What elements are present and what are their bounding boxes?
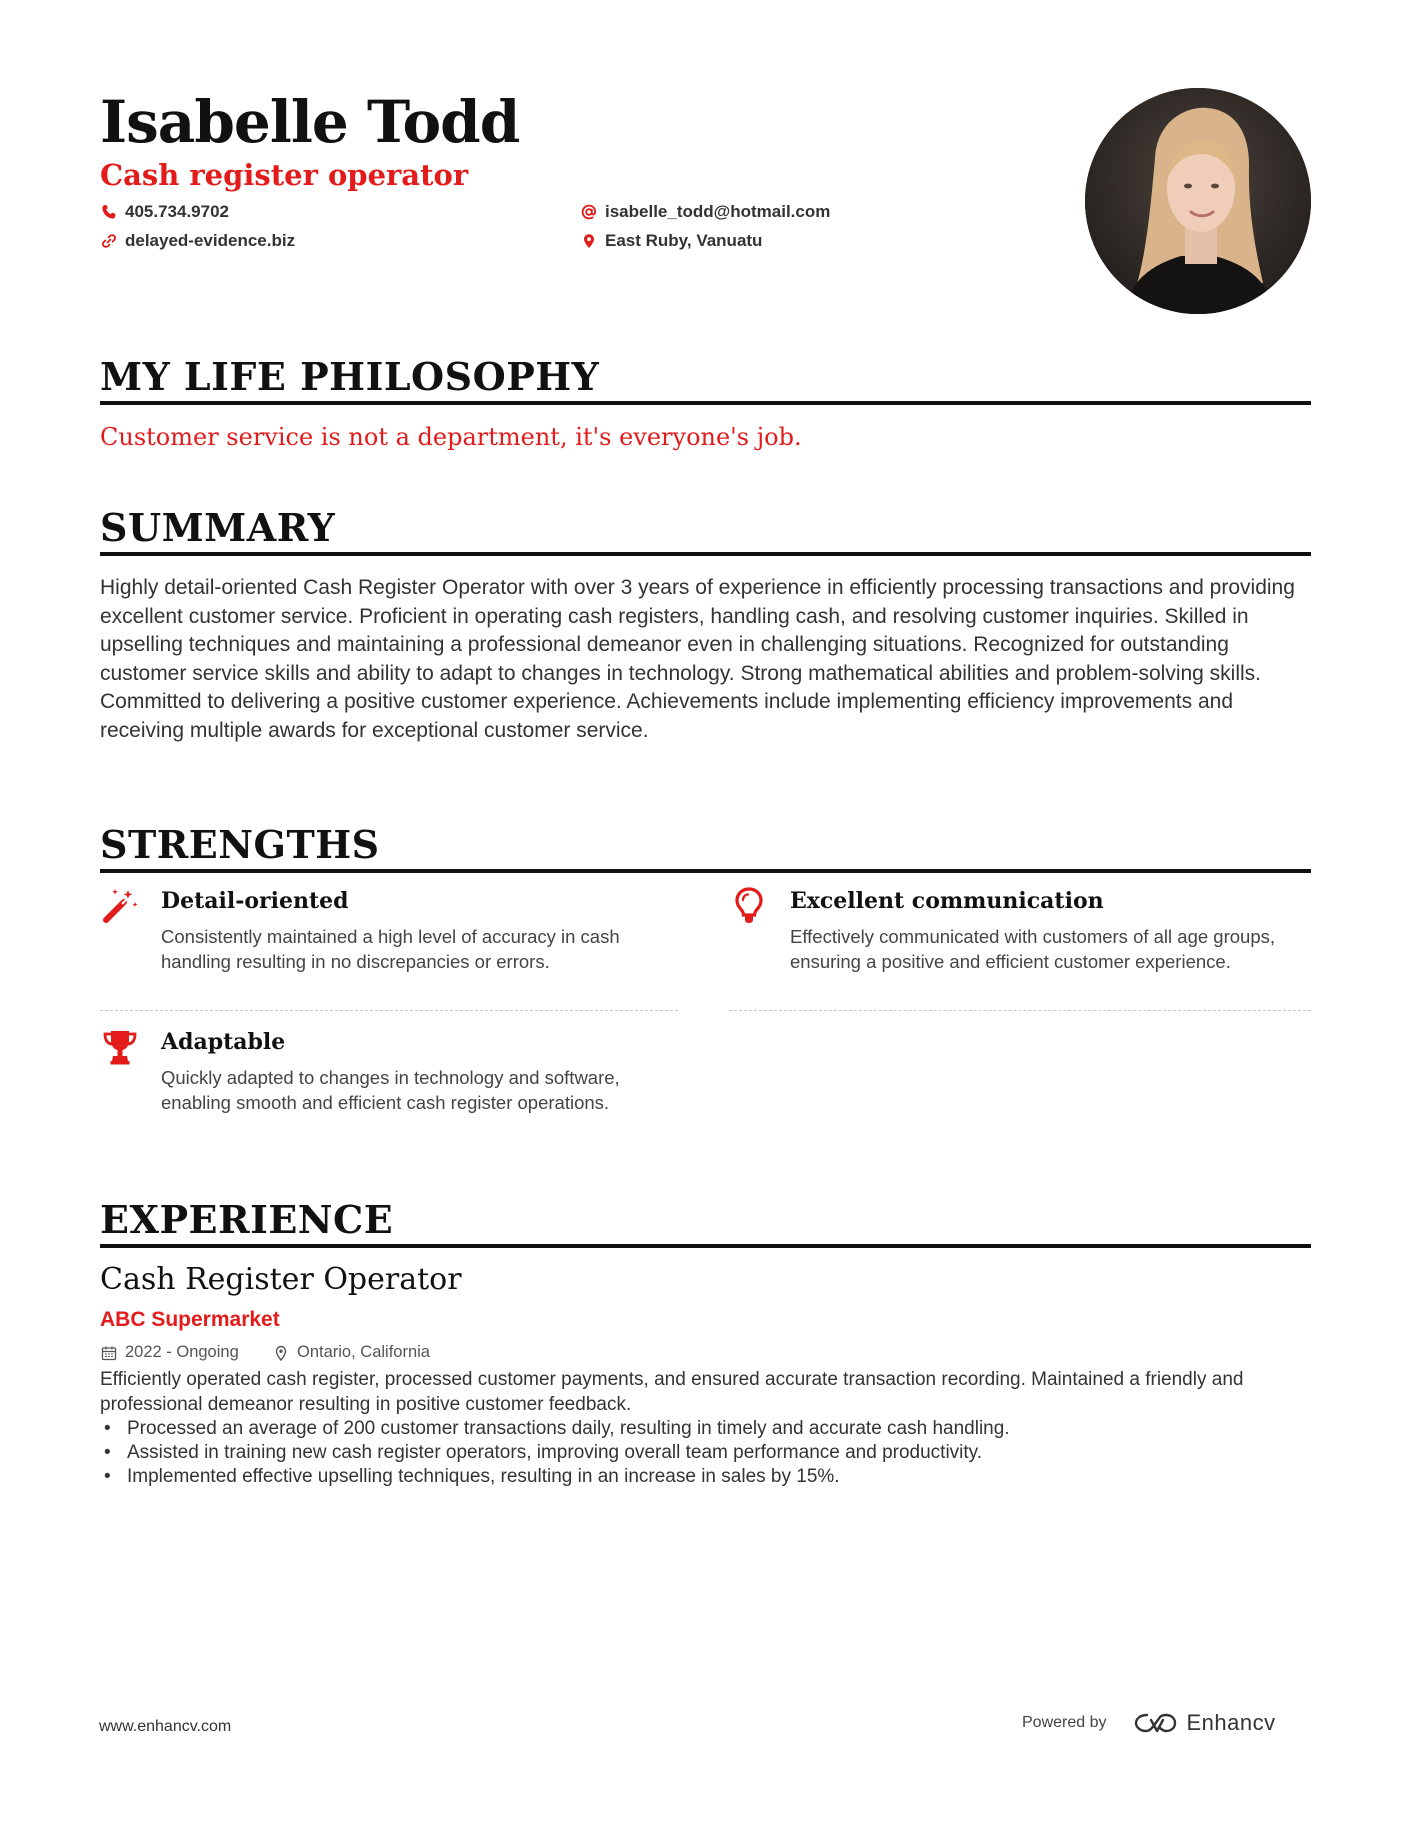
experience-section-title: EXPERIENCE [100,1197,394,1242]
trophy-icon [100,1027,140,1067]
job-company: ABC Supermarket [100,1308,280,1331]
strengths-divider [100,869,1311,873]
job-location-text: Ontario, California [297,1343,430,1361]
footer-website-link[interactable]: www.enhancv.com [99,1718,232,1735]
strengths-section-title: STRENGTHS [100,822,380,867]
job-title: Cash Register Operator [100,1262,462,1297]
strength-description: Effectively communicated with customers of all age groups, ensuring a positive and efficient customer experience. [790,926,1275,972]
strength-separator [100,1010,678,1011]
job-dates-text: 2022 - Ongoing [125,1343,239,1361]
profile-photo [1085,88,1311,314]
location-contact [581,231,762,251]
job-location [273,1343,430,1362]
map-pin-icon [581,233,597,249]
philosophy-divider [100,401,1311,405]
list-item: • Processed an average of 200 customer transactions daily, resulting in timely and accurate cash handling. [100,1417,1315,1441]
phone-icon [101,204,117,220]
phone-text: 405.734.9702 [125,202,229,221]
website-text[interactable]: delayed-evidence.biz [125,231,296,250]
job-achievements [100,1417,1315,1490]
powered-by-label: Powered by [1022,1714,1107,1731]
summary-divider [100,552,1311,556]
philosophy-section-title: MY LIFE PHILOSOPHY [100,354,600,399]
strength-title: Adaptable [161,1029,286,1055]
magic-wand-icon [100,886,140,926]
list-item: • Implemented effective upselling techniques, resulting in an increase in sales by 15%. [100,1465,1315,1489]
strength-description: Consistently maintained a high level of accuracy in cash handling resulting in no discrepancies or errors. [161,926,620,972]
calendar-icon [101,1345,117,1361]
link-icon [101,233,117,249]
philosophy-quote: Customer service is not a department, it's everyone's job. [100,423,802,451]
strength-description: Quickly adapted to changes in technology and software, enabling smooth and efficient cash register operations. [161,1067,620,1113]
enhancv-logo-icon [1133,1711,1179,1735]
experience-divider [100,1244,1311,1248]
candidate-name: Isabelle Todd [100,88,520,156]
enhancv-logo[interactable] [1133,1710,1276,1736]
enhancv-brand-text: Enhancv [1186,1710,1276,1735]
at-sign-icon [581,204,597,220]
job-description: Efficiently operated cash register, processed customer payments, and ensured accurate transaction recording. Maintained a friendly and professional demeanor resulting in positive customer feedback. [100,1369,1244,1415]
email-text[interactable]: isabelle_todd@hotmail.com [605,202,831,221]
candidate-role: Cash register operator [100,158,469,192]
summary-text: Highly detail-oriented Cash Register Operator with over 3 years of experience in efficiently processing transactions and providing excellent customer service. Proficient in operating cash registers, handling cash, and resolving customer inquiries. Skilled in upselling techniques and maintaining a professional demeanor even in challenging situations. Recognized for outstanding customer service skills and ability to adapt to changes in technology. Strong mathematical abilities and problem-solving skills. Committed to delivering a positive customer experience. Achievements include implementing efficiency improvements and receiving multiple awards for exceptional customer service. [100,576,1295,742]
strength-separator [729,1010,1311,1011]
email-contact[interactable] [581,202,830,222]
website-contact[interactable] [101,231,295,251]
summary-section-title: SUMMARY [100,505,336,550]
phone-contact [101,202,229,222]
location-text: East Ruby, Vanuatu [605,231,763,250]
map-pin-icon [273,1345,289,1361]
strength-title: Detail-oriented [161,888,349,914]
footer-branding[interactable] [1022,1710,1276,1736]
list-item: • Assisted in training new cash register operators, improving overall team performance and productivity. [100,1441,1315,1465]
strength-title: Excellent communication [790,888,1104,914]
lightbulb-icon [729,886,769,926]
job-dates [101,1343,239,1362]
